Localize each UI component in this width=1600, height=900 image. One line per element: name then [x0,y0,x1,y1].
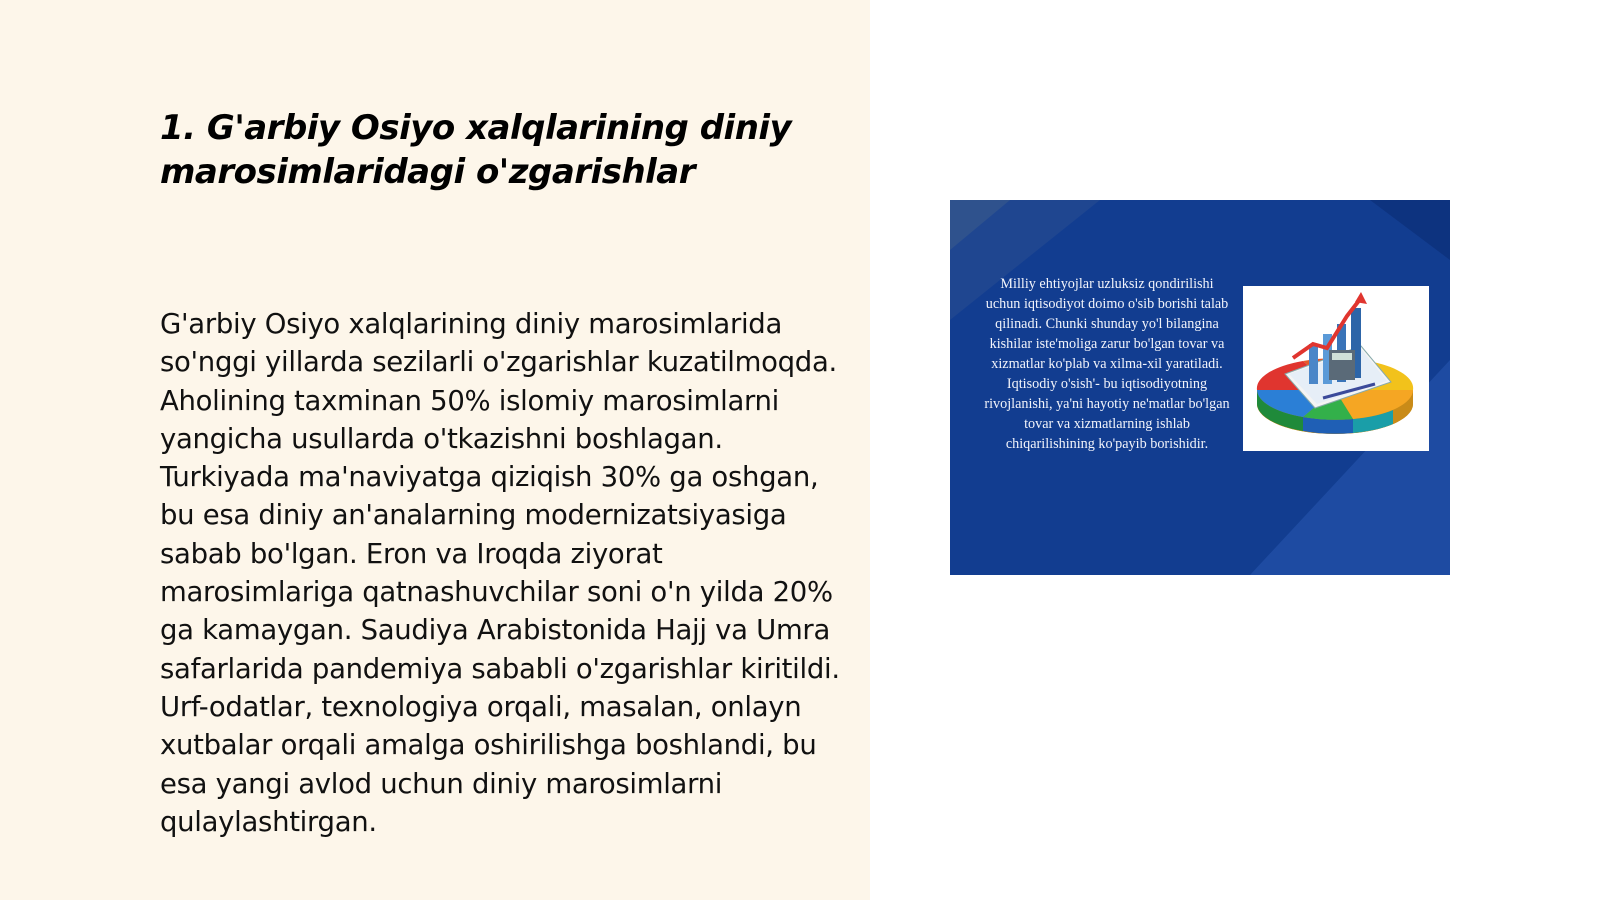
slide-title: 1. G'arbiy Osiyo xalqlarining diniy marosimlaridagi o'zgarishlar [160,108,792,192]
inset-paragraph: Milliy ehtiyojlar uzluksiz qondirilishi uchun iqtisodiyot doimo o'sib borishi talab qilinadi. Chunki shunday yo'l bilangina kishilar iste'moliga zarur bo'lgan tovar va xizmatlar ko'plab va xilma-xil yaratiladi. Iqtisodiy o'sish'- bu iqtisodiyotning rivojlanishi, ya'ni hayotiy ne'matlar bo'lgan tovar va xizmatlarning ishlab chiqarilishining ko'payib borishidir. [984,276,1230,452]
pie-chart-with-bar-graph-icon [1243,286,1429,451]
inset-photo-frame [1243,286,1429,451]
inset-slide-image [950,200,1450,575]
slide-body-text: G'arbiy Osiyo xalqlarining diniy marosimlarida so'nggi yillarda sezilarli o'zgarishlar kuzatilmoqda. Aholining taxminan 50% islomiy marosimlarni yangicha usullarda o'tkazishni boshlagan. Turkiyada ma'naviyatga qiziqish 30% ga oshgan, bu esa diniy an'analarning modernizatsiyasiga sabab bo'lgan. Eron va Iroqda ziyorat marosimlariga qatnashuvchilar soni o'n yilda 20% ga kamaygan. Saudiya Arabistonida Hajj va Umra safarlarida pandemiya sababli o'zgarishlar kiritildi. Urf-odatlar, texnologiya orqali, masalan, onlayn xutbalar orqali amalga oshirilishga boshlandi, bu esa yangi avlod uchun diniy marosimlarni qulaylashtirgan. [160,308,840,838]
